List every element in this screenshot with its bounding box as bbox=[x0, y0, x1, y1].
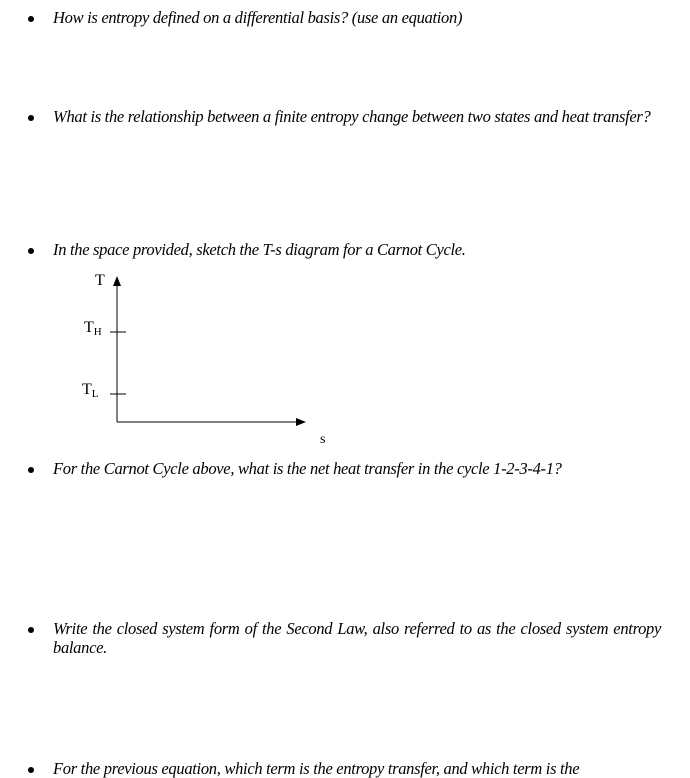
ts-axes-svg bbox=[70, 262, 340, 452]
bullet-icon bbox=[28, 115, 34, 121]
x-axis-arrow-icon bbox=[296, 418, 306, 426]
tick-tl-main: T bbox=[82, 381, 92, 398]
x-axis-label: s bbox=[320, 432, 326, 447]
tick-tl-sub: L bbox=[91, 388, 99, 400]
question-2-text: What is the relationship between a finite entropy change between two states and heat transfer? bbox=[53, 107, 651, 126]
bullet-icon bbox=[28, 248, 34, 254]
question-5-text: Write the closed system form of the Second Law, also referred to as the closed system entropy balance. bbox=[53, 619, 661, 657]
tick-label-th bbox=[84, 320, 102, 340]
bullet-icon bbox=[28, 467, 34, 473]
y-axis-label: T bbox=[95, 272, 105, 289]
ts-diagram bbox=[70, 262, 340, 452]
tick-label-tl bbox=[82, 382, 99, 402]
bullet-icon bbox=[28, 627, 34, 633]
bullet-icon bbox=[28, 16, 34, 22]
tick-th-sub: H bbox=[93, 326, 102, 338]
question-4-text: For the Carnot Cycle above, what is the net heat transfer in the cycle 1-2-3-4-1? bbox=[53, 459, 562, 478]
y-axis-arrow-icon bbox=[113, 276, 121, 286]
tick-th-main: T bbox=[84, 319, 94, 336]
bullet-icon bbox=[28, 767, 34, 773]
question-1-text: How is entropy defined on a differential basis? (use an equation) bbox=[53, 8, 463, 27]
question-6-text: For the previous equation, which term is the entropy transfer, and which term is the bbox=[53, 759, 580, 778]
question-3-text: In the space provided, sketch the T-s diagram for a Carnot Cycle. bbox=[53, 240, 466, 259]
